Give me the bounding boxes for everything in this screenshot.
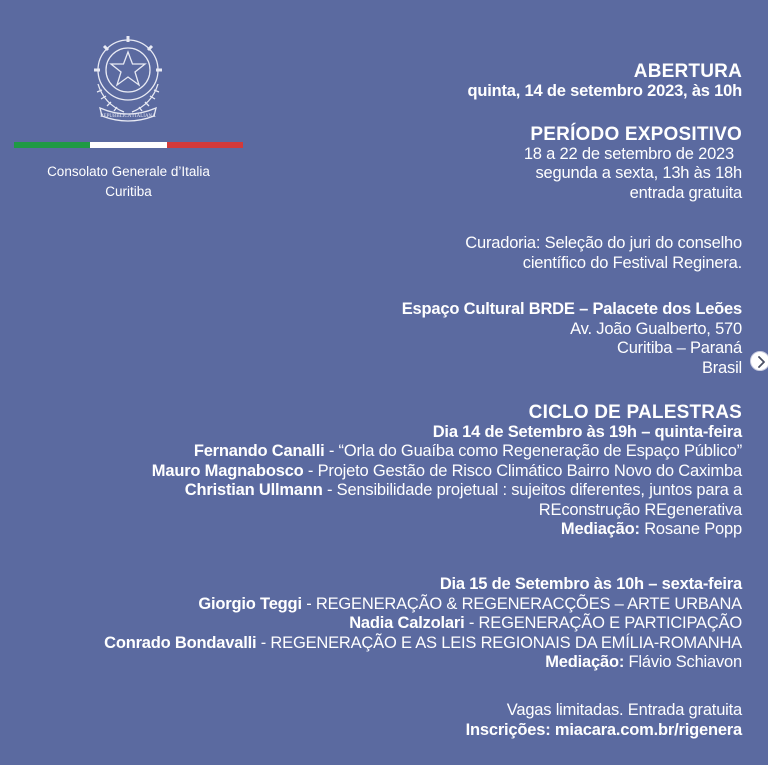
ciclo-title: CICLO DE PALESTRAS [528,402,742,423]
day1-heading: Dia 14 de Setembro às 19h – quinta-feira [432,422,742,441]
ciclo-section [152,403,742,540]
venue-address: Av. João Gualberto, 570 [570,319,742,338]
talk-topic: - Sensibilidade projetual : sujeitos diferentes, juntos para a [322,481,742,499]
talk-topic: - REGENERAÇÃO E AS LEIS REGIONAIS DA EMÍLIA-ROMANHA [256,633,742,652]
day2-section [104,575,742,673]
flag-white [90,142,166,148]
talk-row [104,595,742,615]
talk-topic: - Projeto Gestão de Risco Climático Bairro Novo do Caximba [303,461,742,480]
emblem-text: REPUBBLICA ITALIANA [100,114,156,119]
mediation-row [104,653,742,673]
curadoria-line1: Curadoria: Seleção do juri do conselho [465,234,742,252]
venue-name: Espaço Cultural BRDE – Palacete dos Leões [401,300,742,318]
consulate-name-block [14,162,243,202]
footer-line1: Vagas limitadas. Entrada gratuita [506,701,742,719]
talk-row [104,634,742,654]
mediator-name: Rosane Popp [639,520,742,538]
periodo-dates: 18 a 22 de setembro de 2023 [523,144,734,163]
mediator-name: Flávio Schiavon [624,653,742,671]
periodo-title: PERÍODO EXPOSITIVO [530,124,742,145]
mediation-label: Mediação: [560,520,640,538]
talk-topic: - REGENERAÇÃO E PARTICIPAÇÃO [464,614,742,632]
italian-republic-emblem-icon [84,28,172,122]
periodo-entry: entrada gratuita [629,183,742,202]
talk-topic: - “Orla do Guaíba como Regeneração de Espaço Público” [324,442,742,460]
venue-country: Brasil [701,358,742,377]
abertura-date: quinta, 14 de setembro 2023, às 10h [467,81,742,100]
talk-row [104,614,742,634]
day2-heading: Dia 15 de Setembro às 10h – sexta-feira [439,575,742,593]
speaker-name: Fernando Canalli [193,442,325,460]
carousel-next-button[interactable] [750,351,768,371]
venue-city: Curitiba – Paraná [616,339,742,357]
venue-section [402,300,742,378]
periodo-hours: segunda a sexta, 13h às 18h [535,164,742,182]
speaker-name: Giorgio Teggi [198,594,302,613]
abertura-section [467,62,742,101]
speaker-name: Nadia Calzolari [349,614,465,632]
mediation-label: Mediação: [545,653,625,671]
abertura-title: ABERTURA [633,61,742,82]
talk-row [152,442,742,462]
talk-continuation: REconstrução REgenerativa [538,500,742,519]
talk-row [152,462,742,482]
speaker-name: Conrado Bondavalli [104,633,257,652]
flag-red [167,142,243,148]
footer-section [466,701,742,740]
mediation-row [152,520,742,540]
consulate-city: Curitiba [105,184,152,199]
consulate-name: Consolato Generale d’Italia [47,164,210,179]
flag-green [14,142,90,148]
footer-line2: Inscrições: miacara.com.br/rigenera [465,720,742,739]
italian-flag-bar [14,142,243,148]
chevron-right-icon [756,356,766,368]
periodo-section [524,125,742,203]
curadoria-section [465,234,742,273]
speaker-name: Mauro Magnabosco [151,461,304,480]
talk-topic: - REGENERAÇÃO & REGENERACÇÕES – ARTE URBANA [301,594,742,613]
curadoria-line2: científico do Festival Reginera. [522,253,742,272]
speaker-name: Christian Ullmann [184,481,323,499]
talk-row [152,481,742,501]
